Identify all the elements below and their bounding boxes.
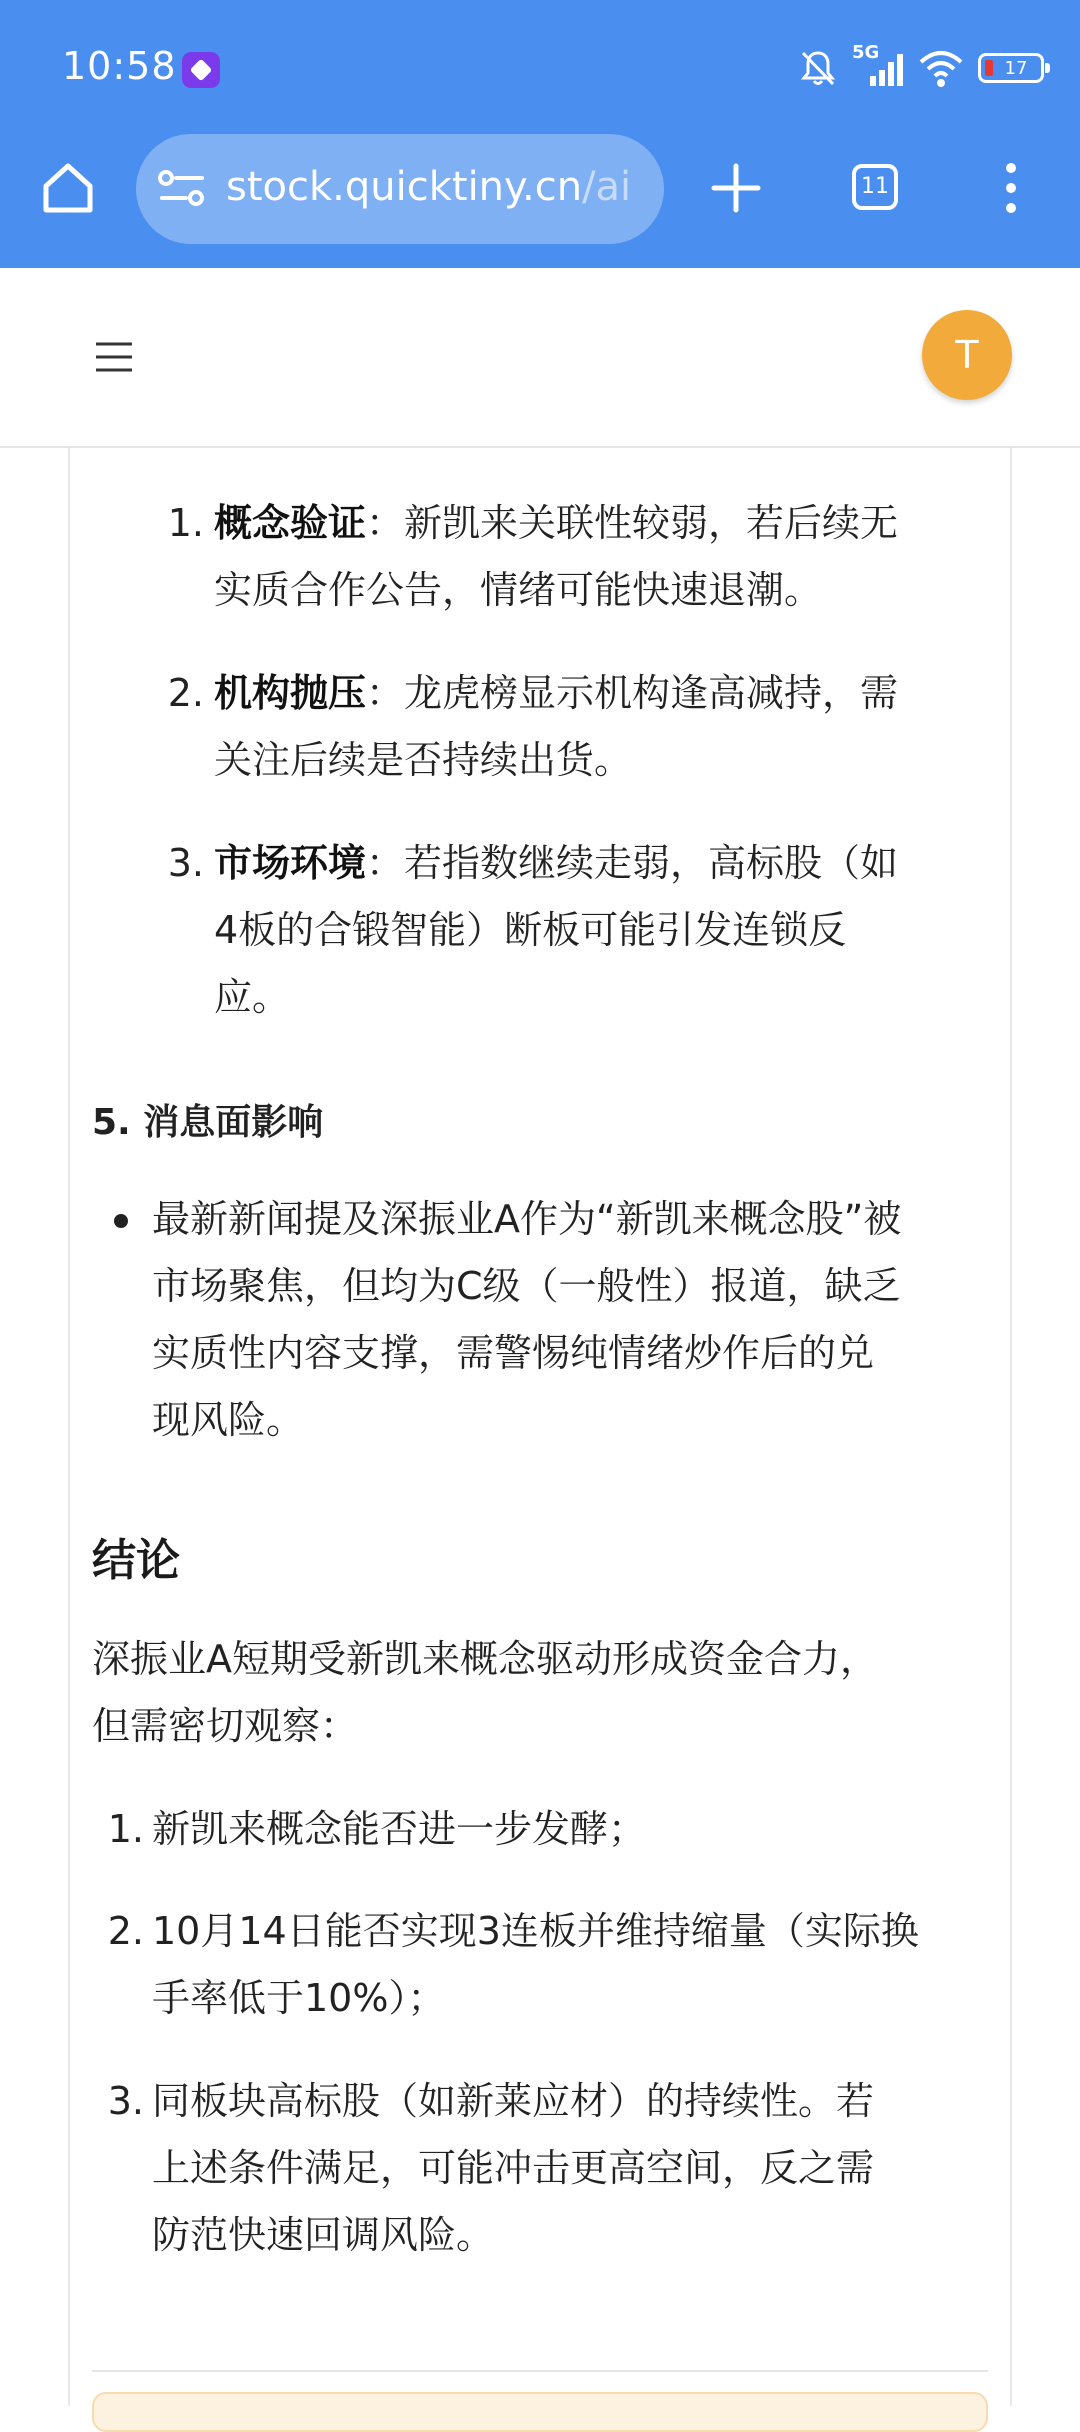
bullet-line: 最新新闻提及深振业A作为“新凯来概念股”被 (152, 1197, 902, 1241)
risk-title: 概念验证 (214, 501, 367, 545)
address-bar[interactable] (136, 134, 664, 244)
browser-toolbar (0, 130, 1080, 268)
risk-title: 市场环境 (214, 841, 367, 885)
risk-text: ：龙虎榜显示机构逢高减持，需 (366, 671, 899, 715)
url-path: /ai (582, 164, 632, 210)
notice-box (92, 2392, 988, 2432)
home-icon[interactable] (38, 158, 98, 218)
browser-chrome (0, 0, 1080, 268)
hamburger-menu-icon[interactable] (94, 340, 134, 374)
list-number: 1. (107, 1807, 144, 1851)
tab-switcher-button[interactable]: 11 (852, 164, 898, 210)
status-time: 10:58 (62, 44, 177, 88)
battery-icon (978, 53, 1044, 83)
list-item (152, 2068, 1002, 2269)
intro-line: 但需密切观察： (92, 1704, 359, 1748)
list-item (152, 1796, 1002, 1863)
list-number: 3. (107, 2079, 144, 2123)
risk-title: 机构抛压 (214, 671, 367, 715)
status-icons (798, 42, 1044, 90)
risk-text: 关注后续是否持续出货。 (214, 738, 633, 782)
news-bullet (152, 1186, 1002, 1454)
site-settings-icon[interactable] (158, 168, 206, 210)
bullet-line: 实质性内容支撑，需警惕纯情绪炒作后的兑 (152, 1331, 875, 1375)
intro-line: 深振业A短期受新凯来概念驱动形成资金合力， (92, 1637, 878, 1681)
item-line: 手率低于10%）； (152, 1976, 446, 2020)
network-type-label: 5G (852, 42, 880, 63)
list-number: 2. (167, 671, 204, 715)
wifi-icon (918, 48, 964, 88)
conclusion-intro (92, 1626, 1002, 1760)
bullet-dot (114, 1214, 128, 1228)
risk-text: ：新凯来关联性较弱，若后续无 (366, 501, 899, 545)
battery-level: 17 (1004, 57, 1028, 79)
mute-bell-icon (798, 48, 838, 88)
status-bar (0, 0, 1080, 130)
cellular-signal-icon (852, 42, 904, 88)
item-line: 10月14日能否实现3连板并维持缩量（实际换 (152, 1909, 919, 1953)
bullet-line: 现风险。 (152, 1398, 305, 1442)
list-item (152, 1898, 1002, 2032)
conclusion-heading: 结论 (92, 1535, 180, 1586)
list-item (214, 490, 994, 624)
url-text[interactable] (226, 164, 631, 210)
item-line: 同板块高标股（如新莱应材）的持续性。若 (152, 2079, 875, 2123)
user-avatar[interactable]: T (922, 310, 1012, 400)
item-line: 防范快速回调风险。 (152, 2213, 495, 2257)
list-item (214, 830, 994, 1031)
list-number: 2. (107, 1909, 144, 1953)
list-number: 3. (167, 841, 204, 885)
section-heading: 5. 消息面影响 (92, 1102, 324, 1143)
url-domain: stock.quicktiny.cn (226, 164, 583, 210)
item-line: 上述条件满足，可能冲击更高空间，反之需 (152, 2146, 875, 2190)
new-tab-icon[interactable] (710, 162, 762, 214)
list-item (214, 660, 994, 794)
list-number: 1. (167, 501, 204, 545)
divider (92, 2370, 988, 2372)
risk-text: 应。 (214, 975, 291, 1019)
risk-text: 实质合作公告，情绪可能快速退潮。 (214, 568, 823, 612)
site-header (0, 268, 1080, 448)
app-notification-icon (182, 52, 220, 88)
risk-text: 4板的合锻智能）断板可能引发连锁反 (214, 908, 847, 952)
more-menu-icon[interactable] (996, 158, 1026, 218)
bullet-line: 市场聚焦，但均为C级（一般性）报道，缺乏 (152, 1264, 901, 1308)
risk-text: ：若指数继续走弱，高标股（如 (366, 841, 899, 885)
item-line: 新凯来概念能否进一步发酵； (152, 1807, 647, 1851)
